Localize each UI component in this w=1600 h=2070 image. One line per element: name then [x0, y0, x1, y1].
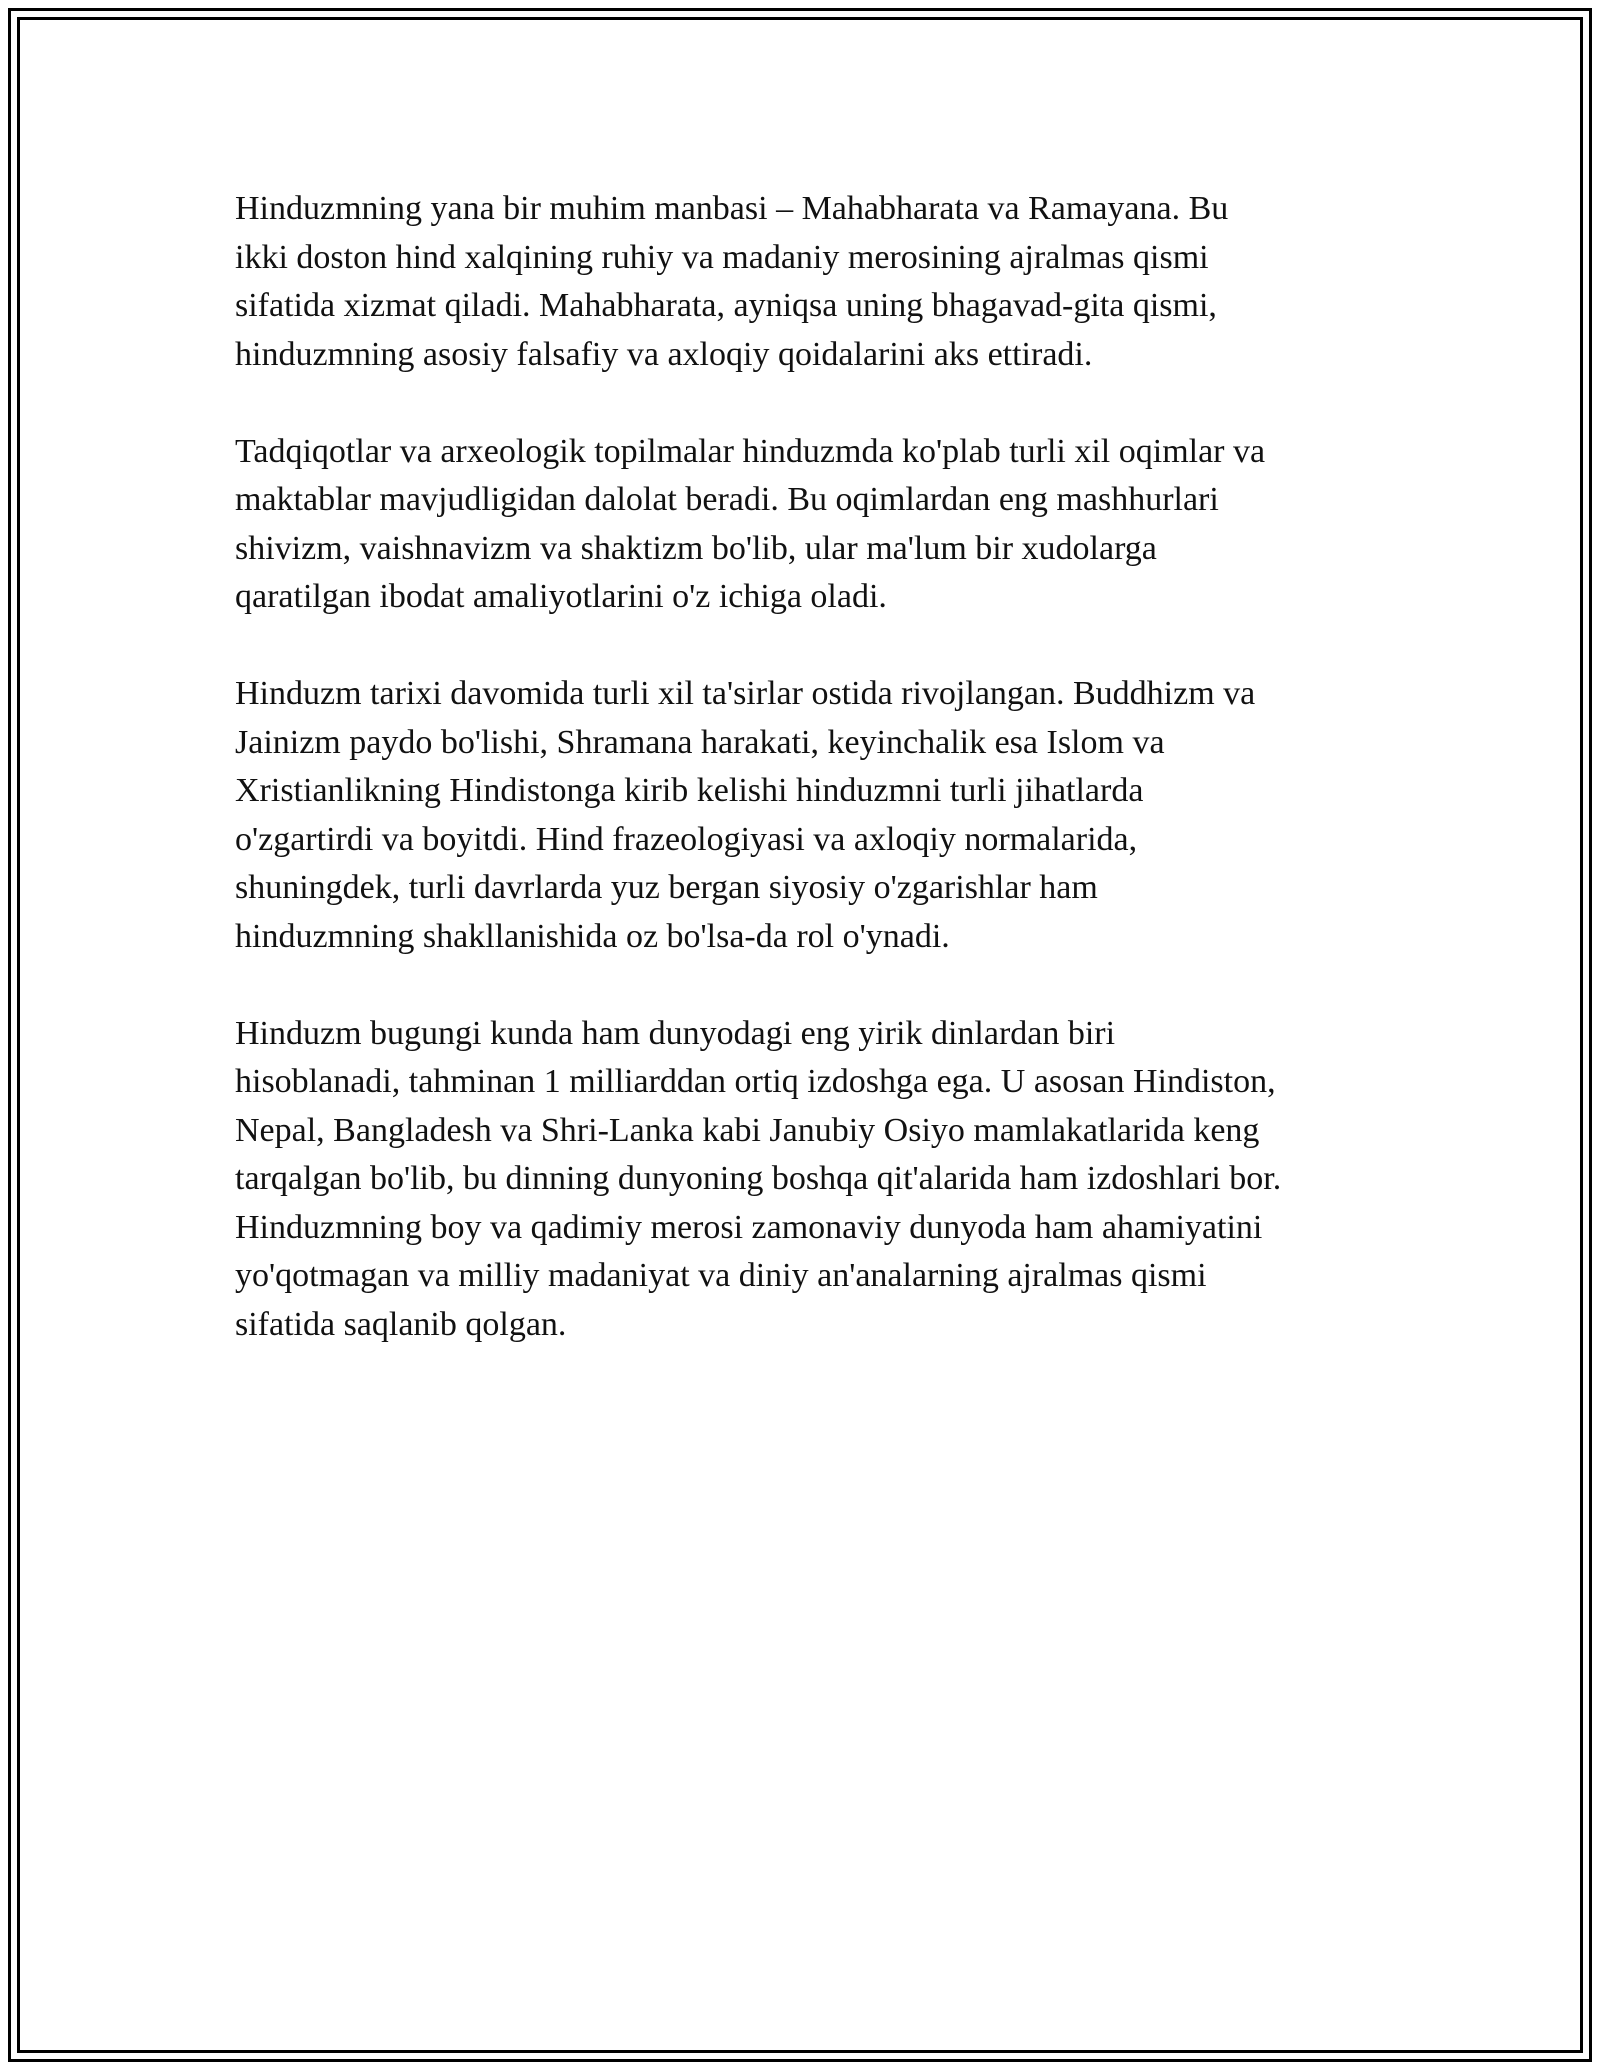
paragraph-4: Hinduzm bugungi kunda ham dunyodagi eng yirik dinlardan biri hisoblanadi, tahminan 1 milliarddan ortiq izdoshga ega. U asosan Hindiston, Nepal, Bangladesh va Shri-Lanka kabi Janubiy Osiyo mamlakatlarida keng tarqalgan bo'lib, bu dinning dunyoning boshqa qit'alarida ham izdoshlari bor. Hinduzmning boy va qadimiy merosi zamonaviy dunyoda ham ahamiyatini yo'qotmagan va milliy madaniyat va diniy an'analarning ajralmas qismi sifatida saqlanib qolgan.	[235, 1014, 1282, 1343]
paragraph-1: Hinduzmning yana bir muhim manbasi – Mahabharata va Ramayana. Bu ikki doston hind xalqining ruhiy va madaniy merosining ajralmas qismi sifatida xizmat qiladi. Mahabharata, ayniqsa uning bhagavad-gita qismi, hinduzmning asosiy falsafiy va axloqiy qoidalarini aks ettiradi.	[235, 190, 1229, 373]
paragraph-2: Tadqiqotlar va arxeologik topilmalar hinduzmda ko'plab turli xil oqimlar va maktablar mavjudligidan dalolat beradi. Bu oqimlardan eng mashhurlari shivizm, vaishnavizm va shaktizm bo'lib, ular ma'lum bir xudolarga qaratilgan ibodat amaliyotlarini o'z ichiga oladi.	[235, 432, 1266, 615]
paragraph-3: Hinduzm tarixi davomida turli xil ta'sirlar ostida rivojlangan. Buddhizm va Jainizm paydo bo'lishi, Shramana harakati, keyinchalik esa Islom va Xristianlikning Hindistonga kirib kelishi hinduzmni turli jihatlarda o'zgartirdi va boyitdi. Hind frazeologiyasi va axloqiy normalarida, shuningdek, turli davrlarda yuz bergan siyosiy o'zgarishlar ham hinduzmning shakllanishida oz bo'lsa-da rol o'ynadi.	[235, 675, 1256, 955]
document-body	[235, 185, 1370, 1398]
